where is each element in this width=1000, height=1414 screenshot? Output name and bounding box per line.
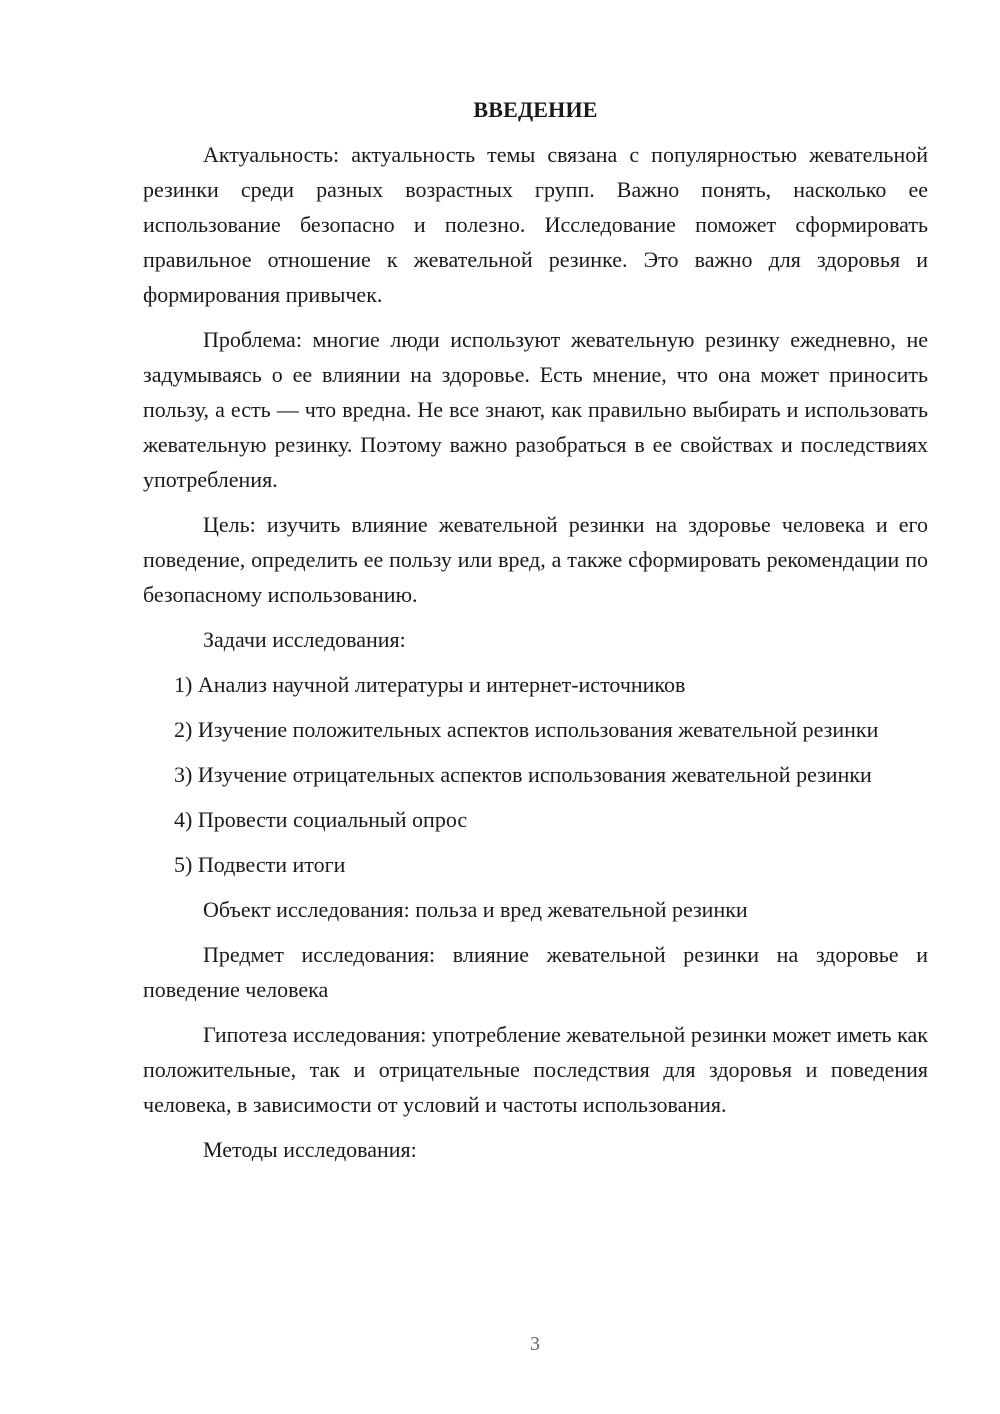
- section-title: ВВЕДЕНИЕ: [473, 97, 598, 122]
- task-item-2: 2) Изучение положительных аспектов использования жевательной резинки: [174, 717, 879, 742]
- task-item-3: 3) Изучение отрицательных аспектов использования жевательной резинки: [174, 762, 872, 787]
- problem-paragraph: Проблема: многие люди используют жевательную резинку ежедневно, не задумываясь о ее влиянии на здоровье. Есть мнение, что она может приносить пользу, а есть — что вредна. Не все знают, как правильно выбирать и использовать жевательную резинку. Поэтому важно разобраться в ее свойствах и последствиях употребления.: [143, 327, 928, 492]
- tasks-heading: Задачи исследования:: [203, 627, 406, 652]
- subject-paragraph: Предмет исследования: влияние жевательной резинки на здоровье и поведение человека: [143, 942, 928, 1002]
- hypothesis-paragraph: Гипотеза исследования: употребление жевательной резинки может иметь как положительные, так и отрицательные последствия для здоровья и поведения человека, в зависимости от условий и частоты использования.: [143, 1022, 928, 1117]
- task-item-1: 1) Анализ научной литературы и интернет-источников: [174, 672, 686, 697]
- task-item-5: 5) Подвести итоги: [174, 852, 346, 877]
- page-number: 3: [530, 1333, 540, 1355]
- object-paragraph: Объект исследования: польза и вред жевательной резинки: [203, 897, 748, 922]
- methods-heading: Методы исследования:: [203, 1137, 417, 1162]
- task-item-4: 4) Провести социальный опрос: [174, 807, 468, 832]
- goal-paragraph: Цель: изучить влияние жевательной резинки на здоровье человека и его поведение, определить ее пользу или вред, а также сформировать рекомендации по безопасному использованию.: [143, 512, 928, 607]
- relevance-paragraph: Актуальность: актуальность темы связана с популярностью жевательной резинки среди разных возрастных групп. Важно понять, насколько ее использование безопасно и полезно. Исследование поможет сформировать правильное отношение к жевательной резинке. Это важно для здоровья и формирования привычек.: [143, 142, 928, 307]
- document-page: [143, 92, 928, 1177]
